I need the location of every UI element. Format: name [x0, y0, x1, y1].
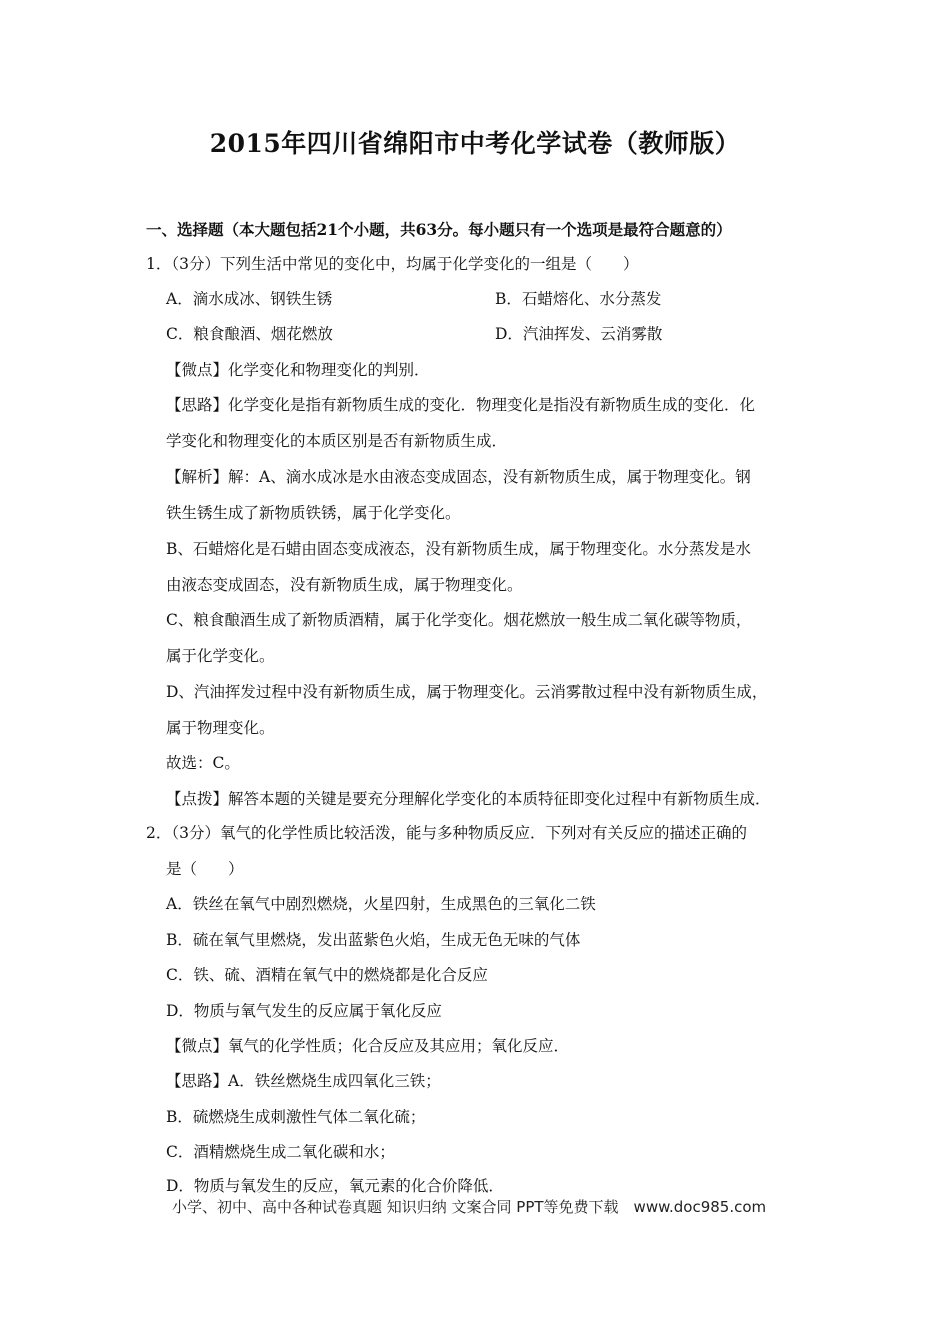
- tip: 【点拨】解答本题的关键是要充分理解化学变化的本质特征即变化过程中有新物质生成．: [166, 790, 771, 808]
- key-point: 【微点】化学变化和物理变化的判别．: [166, 361, 430, 379]
- question-stem: 2．（3分）氧气的化学性质比较活泼，能与多种物质反应．下列对有关反应的描述正确的: [146, 824, 747, 842]
- approach-line: 【思路】化学变化是指有新物质生成的变化．物理变化是指没有新物质生成的变化．化: [166, 396, 756, 414]
- analysis-line: 属于化学变化。: [166, 647, 275, 665]
- approach-line: C．酒精燃烧生成二氧化碳和水；: [166, 1143, 395, 1161]
- question-stem: 1．（3分）下列生活中常见的变化中，均属于化学变化的一组是（ ）: [146, 255, 639, 273]
- analysis-line: C、粮食酿酒生成了新物质酒精，属于化学变化。烟花燃放一般生成二氧化碳等物质，: [166, 611, 752, 629]
- analysis-line: B、石蜡熔化是石蜡由固态变成液态，没有新物质生成，属于物理变化。水分蒸发是水: [166, 540, 751, 558]
- approach-line: B．硫燃烧生成刺激性气体二氧化硫；: [166, 1108, 426, 1126]
- option-d: D．汽油挥发、云消雾散: [495, 325, 663, 343]
- option-b: B．硫在氧气里燃烧，发出蓝紫色火焰，生成无色无味的气体: [166, 931, 581, 949]
- option-c: C．粮食酿酒、烟花燃放: [166, 325, 333, 343]
- option-a: A．滴水成冰、钢铁生锈: [166, 290, 333, 308]
- approach-line: 学变化和物理变化的本质区别是否有新物质生成．: [166, 432, 508, 450]
- question-stem: 是（ ）: [166, 860, 244, 878]
- key-point: 【微点】氧气的化学性质；化合反应及其应用；氧化反应．: [166, 1037, 570, 1055]
- analysis-line: 铁生锈生成了新物质铁锈，属于化学变化。: [166, 504, 461, 522]
- approach-line: 【思路】A．铁丝燃烧生成四氧化三铁；: [166, 1072, 441, 1090]
- approach-line: D．物质与氧发生的反应，氧元素的化合价降低．: [166, 1177, 504, 1195]
- page-footer: 小学、初中、高中各种试卷真题 知识归纳 文案合同 PPT等免费下载 www.doc985.com: [172, 1198, 767, 1216]
- section-heading: 一、选择题（本大题包括21个小题，共63分。每小题只有一个选项是最符合题意的）: [146, 220, 732, 239]
- analysis-line: 【解析】解：A、滴水成冰是水由液态变成固态，没有新物质生成，属于物理变化。钢: [166, 468, 751, 486]
- option-c: C．铁、硫、酒精在氧气中的燃烧都是化合反应: [166, 966, 488, 984]
- answer: 故选：C。: [166, 754, 240, 772]
- analysis-line: 由液态变成固态，没有新物质生成，属于物理变化。: [166, 576, 523, 594]
- option-d: D．物质与氧气发生的反应属于氧化反应: [166, 1002, 442, 1020]
- option-a: A．铁丝在氧气中剧烈燃烧，火星四射，生成黑色的三氧化二铁: [166, 895, 596, 913]
- option-b: B．石蜡熔化、水分蒸发: [495, 290, 662, 308]
- document-title: 2015年四川省绵阳市中考化学试卷（教师版）: [209, 129, 741, 158]
- analysis-line: D、汽油挥发过程中没有新物质生成，属于物理变化。云消雾散过程中没有新物质生成，: [166, 683, 768, 701]
- analysis-line: 属于物理变化。: [166, 719, 275, 737]
